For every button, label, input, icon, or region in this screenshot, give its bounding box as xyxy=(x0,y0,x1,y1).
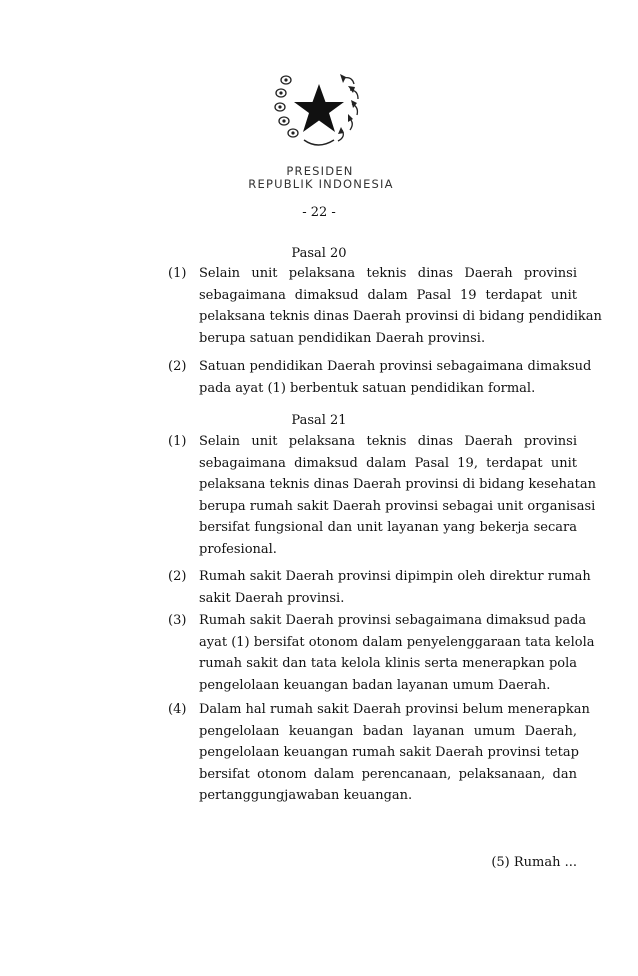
item-number: (2) xyxy=(168,569,187,584)
text-line: berupa satuan pendidikan Daerah provinsi. xyxy=(199,330,486,346)
text-line: sebagaimana dimaksud dalam Pasal 19, terdapat unit xyxy=(199,455,577,471)
page-footer-continuation: (5) Rumah ... xyxy=(491,855,577,870)
item-number: (3) xyxy=(168,613,187,628)
text-line: ayat (1) bersifat otonom dalam penyelenggaraan tata kelola xyxy=(199,634,595,650)
header-title: PRESIDEN xyxy=(286,164,354,178)
text-line: bersifat fungsional dan unit layanan yang bekerja secara xyxy=(199,520,577,535)
header-subtitle: REPUBLIK INDONESIA xyxy=(248,177,394,191)
text-line: pelaksana teknis dinas Daerah provinsi di bidang kesehatan xyxy=(199,477,596,492)
text-line: pengelolaan keuangan badan layanan umum Daerah. xyxy=(199,677,551,693)
item-text xyxy=(199,566,591,609)
text-line: pada ayat (1) berbentuk satuan pendidikan formal. xyxy=(199,380,536,396)
item-text xyxy=(199,431,596,560)
page-number: - 22 - xyxy=(302,205,336,220)
emblem-icon xyxy=(274,66,362,152)
text-line: Dalam hal rumah sakit Daerah provinsi belum menerapkan xyxy=(199,702,590,717)
item-number: (1) xyxy=(168,266,187,281)
text-line: Rumah sakit Daerah provinsi dipimpin oleh direktur rumah xyxy=(199,569,591,584)
text-line: pengelolaan keuangan badan layanan umum Daerah, xyxy=(199,723,577,739)
text-line: Selain unit pelaksana teknis dinas Daerah provinsi xyxy=(199,266,577,281)
text-line: sakit Daerah provinsi. xyxy=(199,590,345,606)
text-line: Satuan pendidikan Daerah provinsi sebagaimana dimaksud xyxy=(199,359,592,374)
item-text xyxy=(199,610,595,696)
text-line: Selain unit pelaksana teknis dinas Daerah provinsi xyxy=(199,434,577,449)
text-line: profesional. xyxy=(199,541,277,557)
text-line: Rumah sakit Daerah provinsi sebagaimana dimaksud pada xyxy=(199,613,587,628)
text-line: sebagaimana dimaksud dalam Pasal 19 terdapat unit xyxy=(199,287,577,303)
text-line: berupa rumah sakit Daerah provinsi sebagai unit organisasi xyxy=(199,498,596,514)
text-line: rumah sakit dan tata kelola klinis serta menerapkan pola xyxy=(199,656,577,671)
item-text xyxy=(199,699,590,807)
item-number: (4) xyxy=(168,702,187,717)
text-line: bersifat otonom dalam perencanaan, pelaksanaan, dan xyxy=(199,766,577,782)
text-line: pelaksana teknis dinas Daerah provinsi di bidang pendidikan xyxy=(199,309,602,324)
item-number: (1) xyxy=(168,434,187,449)
item-text xyxy=(199,356,592,399)
section-title: Pasal 21 xyxy=(291,413,347,428)
text-line: pertanggungjawaban keuangan. xyxy=(199,788,413,803)
item-text xyxy=(199,263,602,349)
text-line: pengelolaan keuangan rumah sakit Daerah provinsi tetap xyxy=(199,745,579,760)
section-title: Pasal 20 xyxy=(291,246,347,261)
item-number: (2) xyxy=(168,359,187,374)
